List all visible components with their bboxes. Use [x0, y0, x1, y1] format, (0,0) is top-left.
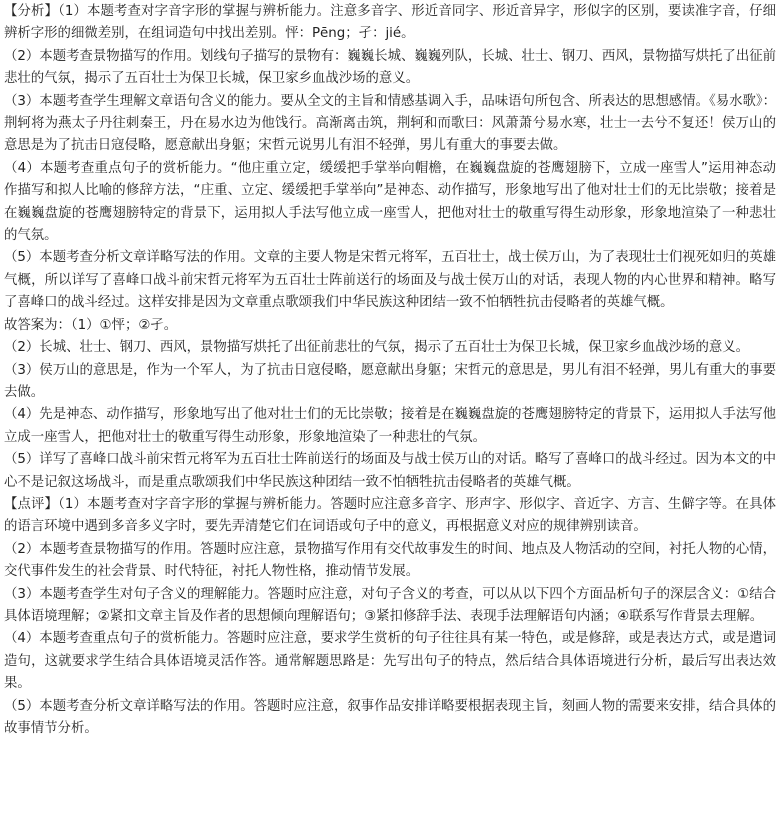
comment-part-4: （4）本题考查重点句子的赏析能力。答题时应注意，要求学生赏析的句子往往具有某一特色，或是修辞，或是表达方式，或是遣词造句，这就要求学生结合具体语境灵活作答。通常解题思路是：先写出句子的特点，然后结合具体语境进行分析，最后写出表达效果。 — [4, 631, 776, 692]
analysis-part-1: 【分析】（1）本题考查对字音字形的掌握与辨析能力。注意多音字、形近音同字、形近音异字，形似字的区别，要读准字音，仔细辨析字形的细微差别，在组词造句中找出差别。怦：Pēng；孑：jié。 — [4, 4, 776, 42]
analysis-part-5: （5）本题考查分析文章详略写法的作用。文章的主要人物是宋哲元将军，五百壮士，战士侯万山，为了表现壮士们视死如归的英雄气概，所以详写了喜峰口战斗前宋哲元将军为五百壮士阵前送行的场面及与战士侯万山的对话，表现人物的内心世界和精神。略写了喜峰口的战斗经过。这样安排是因为文章重点歌颂我们中华民族这种团结一致不怕牺牲抗击侵略者的英雄气概。 — [4, 250, 776, 311]
comment-part-3: （3）本题考查学生对句子含义的理解能力。答题时应注意，对句子含义的考查，可以从以下四个方面品析句子的深层含义：①结合具体语境理解；②紧扣文章主旨及作者的思想倾向理解语句；③紧扣修辞手法、表现手法理解语句内涵；④联系写作背景去理解。 — [4, 586, 776, 624]
analysis-part-4: （4）本题考查重点句子的赏析能力。“他庄重立定，缓缓把手掌举向帽檐，在巍巍盘旋的苍鹰翅膀下，立成一座雪人”运用神态动作描写和拟人比喻的修辞方法，“庄重、立定、缓缓把手掌举向”是神态、动作描写，形象地写出了他对壮士们的无比崇敬；接着是在巍巍盘旋的苍鹰翅膀特定的背景下，运用拟人手法写他立成一座雪人，把他对壮士的敬重写得生动形象，形象地渲染了一种悲壮的气氛。 — [4, 160, 776, 244]
answer-part-4: （4）先是神态、动作描写，形象地写出了他对壮士们的无比崇敬；接着是在巍巍盘旋的苍鹰翅膀特定的背景下，运用拟人手法写他立成一座雪人，把他对壮士的敬重写得生动形象，形象地渲染了一种悲壮的气氛。 — [4, 407, 776, 445]
comment-part-1: 【点评】（1）本题考查对字音字形的掌握与辨析能力。答题时应注意多音字、形声字、形似字、音近字、方言、生僻字等。在具体的语言环境中遇到多音多义字时，要先弄清楚它们在词语或句子中的意义，再根据意义对应的规律辨别读音。 — [4, 496, 776, 535]
answer-part-5: （5）详写了喜峰口战斗前宋哲元将军为五百壮士阵前送行的场面及与战士侯万山的对话。略写了喜峰口的战斗经过。因为本文的中心不是记叙这场战斗，而是重点歌颂我们中华民族这种团结一致不怕牺牲抗击侵略者的英雄气概。 — [4, 452, 776, 490]
answer-part-2: （2）长城、壮士、钢刀、西风，景物描写烘托了出征前悲壮的气氛，揭示了五百壮士为保卫长城，保卫家乡血战沙场的意义。 — [4, 340, 749, 356]
answer-part-3: （3）侯万山的意思是，作为一个军人，为了抗击日寇侵略，愿意献出身躯；宋哲元的意思是，男儿有泪不轻弹，男儿有重大的事要去做。 — [4, 362, 776, 400]
comment-part-5: （5）本题考查分析文章详略写法的作用。答题时应注意，叙事作品安排详略要根据表现主旨，刻画人物的需要来安排，结合具体的故事情节分析。 — [4, 698, 776, 736]
analysis-part-3: （3）本题考查学生理解文章语句含义的能力。要从全文的主旨和情感基调入手，品味语句所包含、所表达的思想感情。《易水歌》：荆轲将为燕太子丹往刺秦王，丹在易水边为他饯行。高渐离击筑，荆轲和而歌曰：风萧萧兮易水寒，壮士一去兮不复还！侯万山的意思是为了抗击日寇侵略，愿意献出身躯；宋哲元说男儿有泪不轻弹，男儿有重大的事要去做。 — [4, 93, 776, 154]
answer-part-1: 故答案为：（1）①怦；②孑。 — [4, 317, 178, 333]
comment-part-2: （2）本题考查景物描写的作用。答题时应注意，景物描写作用有交代故事发生的时间、地点及人物活动的空间，衬托人物的心情，交代事件发生的社会背景、时代特征，衬托人物性格，推动情节发展。 — [4, 541, 776, 580]
analysis-part-2: （2）本题考查景物描写的作用。划线句子描写的景物有：巍巍长城、巍巍列队，长城、壮士、钢刀、西风，景物描写烘托了出征前悲壮的气氛，揭示了五百壮士为保卫长城，保卫家乡血战沙场的意义。 — [4, 48, 776, 87]
